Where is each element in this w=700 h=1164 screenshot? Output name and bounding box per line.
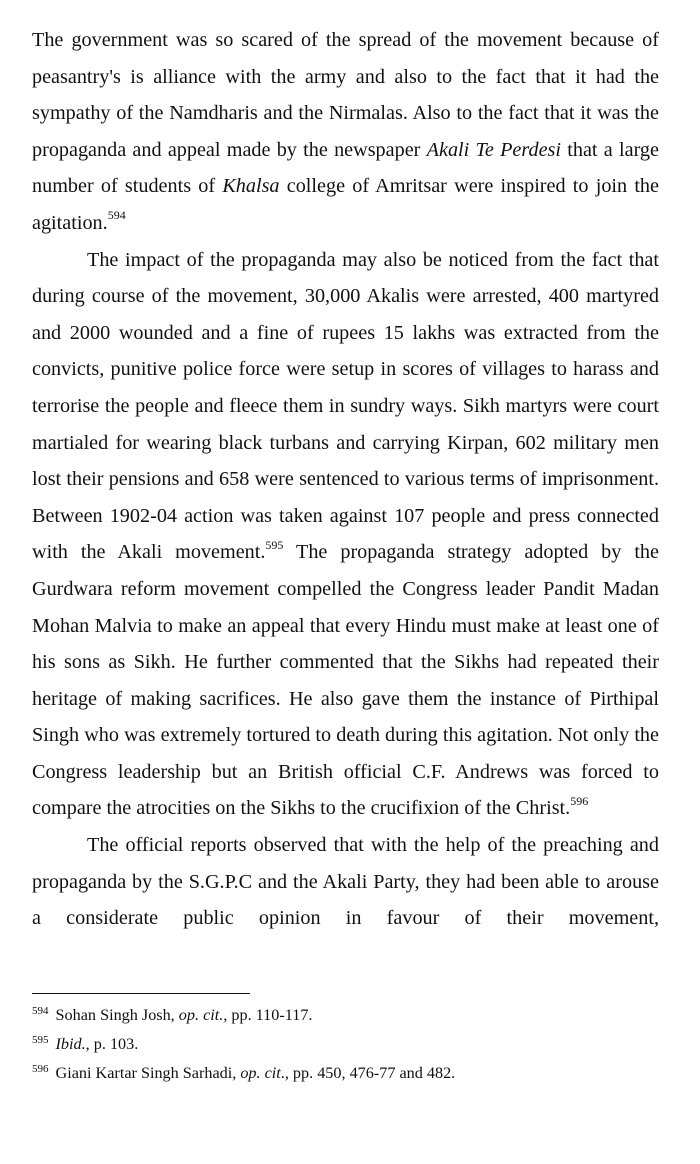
- footnote-reference[interactable]: 596: [570, 793, 589, 808]
- paragraph-1: [32, 22, 659, 242]
- text-run: that a large number of students of: [32, 138, 659, 198]
- document-body: [32, 22, 659, 937]
- footnote-594: [32, 1001, 672, 1030]
- text-run: ., pp. 450, 476-77 and 482.: [280, 1064, 456, 1082]
- footnote-number: 595: [32, 1033, 49, 1046]
- text-run: The official reports observed that with the help of the preaching and propaganda by the S.G.P.C and the Akali Party, they had been able to arouse a considerate public opinion in favour of their movement,: [32, 834, 659, 930]
- text-run: Sohan Singh Josh,: [51, 1006, 179, 1024]
- italic-text: op. cit: [240, 1064, 281, 1082]
- footnote-596: [32, 1059, 672, 1088]
- footnote-595: [32, 1030, 672, 1059]
- footnote-reference[interactable]: 594: [107, 208, 126, 223]
- italic-text: op. cit.,: [178, 1006, 228, 1024]
- footnote-number: 594: [32, 1004, 49, 1017]
- text-run: , p. 103.: [85, 1035, 139, 1053]
- text-run: The impact of the propaganda may also be noticed from the fact that during course of the movement, 30,000 Akalis were arrested, 400 martyred and 2000 wounded and a fine of rupees 15 lakhs was extracted from the convicts, punitive police force were setup in scores of villages to harass and terrorise the people and fleece them in sundry ways. Sikh martyrs were court martialed for wearing black turbans and carrying Kirpan, 602 military men lost their pensions and 658 were sentenced to various terms of imprisonment. Between 1902-04 action was taken against 107 people and press connected with the Akali movement.: [32, 248, 659, 564]
- text-run: pp. 110-117.: [227, 1006, 313, 1024]
- footnote-reference[interactable]: 595: [265, 537, 284, 552]
- italic-text: Khalsa: [222, 175, 280, 198]
- paragraph-3: [32, 827, 659, 937]
- footnotes: [32, 1001, 672, 1088]
- text-run: Giani Kartar Singh Sarhadi,: [51, 1064, 241, 1082]
- italic-text: Ibid.: [55, 1035, 86, 1053]
- italic-text: Akali Te Perdesi: [426, 138, 562, 161]
- text-run: college of Amritsar were inspired to join the agitation.: [32, 175, 659, 234]
- text-run: The government was so scared of the spread of the movement because of peasantry's is alliance with the army and also to the fact that it had the sympathy of the Namdharis and the Nirmalas. Also to the fact that it was the propaganda and appeal made by the newspaper: [32, 29, 659, 161]
- paragraph-2: [32, 242, 659, 828]
- text-run: The propaganda strategy adopted by the Gurdwara reform movement compelled the Congress leader Pandit Madan Mohan Malvia to make an appeal that every Hindu must make at least one of his sons as Sikh. He further commented that the Sikhs had repeated their heritage of making sacrifices. He also gave them the instance of Pirthipal Singh who was extremely tortured to death during this agitation. Not only the Congress leadership but an British official C.F. Andrews was forced to compare the atrocities on the Sikhs to the crucifixion of the Christ.: [32, 541, 659, 820]
- footnote-number: 596: [32, 1062, 49, 1075]
- footnote-separator: [32, 993, 250, 994]
